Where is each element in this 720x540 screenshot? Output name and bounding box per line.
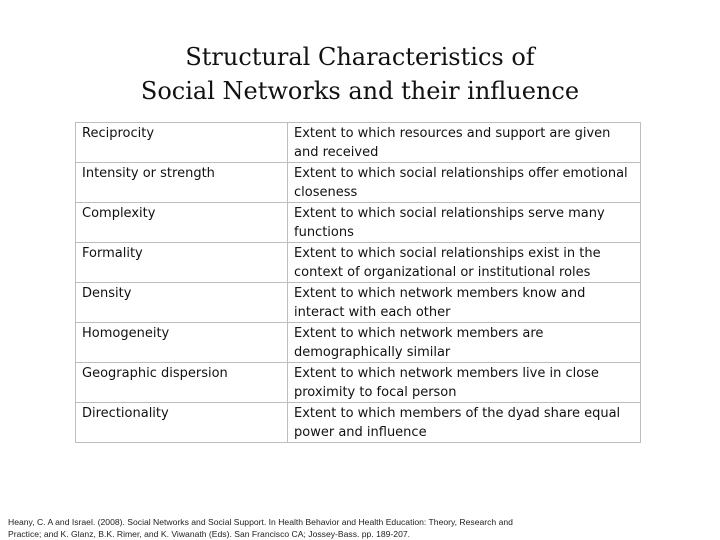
term-cell: Complexity	[76, 203, 288, 243]
definition-cell: Extent to which network members live in close proximity to focal person	[288, 363, 641, 403]
characteristics-table	[75, 122, 641, 443]
definition-cell: Extent to which members of the dyad share equal power and influence	[288, 403, 641, 443]
table-row	[76, 123, 641, 163]
table-row	[76, 163, 641, 203]
slide-title	[0, 40, 720, 108]
definition-cell: Extent to which resources and support are given and received	[288, 123, 641, 163]
title-line-2: Social Networks and their influence	[140, 77, 580, 105]
definition-cell: Extent to which network members are demographically similar	[288, 323, 641, 363]
term-cell: Homogeneity	[76, 323, 288, 363]
table-row	[76, 403, 641, 443]
definition-cell: Extent to which network members know and interact with each other	[288, 283, 641, 323]
term-cell: Directionality	[76, 403, 288, 443]
citation-line-2: Practice; and K. Glanz, B.K. Rimer, and K. Viwanath (Eds). San Francisco CA; Jossey-Bass. pp. 189-207.	[8, 529, 411, 539]
table-row	[76, 323, 641, 363]
term-cell: Intensity or strength	[76, 163, 288, 203]
term-cell: Formality	[76, 243, 288, 283]
table-row	[76, 203, 641, 243]
title-line-1: Structural Characteristics of	[185, 43, 535, 71]
characteristics-table-container	[75, 122, 640, 443]
citation	[8, 516, 568, 540]
table-row	[76, 363, 641, 403]
table-row	[76, 243, 641, 283]
definition-cell: Extent to which social relationships serve many functions	[288, 203, 641, 243]
definition-cell: Extent to which social relationships offer emotional closeness	[288, 163, 641, 203]
term-cell: Geographic dispersion	[76, 363, 288, 403]
citation-line-1: Heany, C. A and Israel. (2008). Social Networks and Social Support. In Health Behavior and Health Education: Theory, Research and	[8, 517, 513, 527]
term-cell: Density	[76, 283, 288, 323]
definition-cell: Extent to which social relationships exist in the context of organizational or institutional roles	[288, 243, 641, 283]
table-row	[76, 283, 641, 323]
term-cell: Reciprocity	[76, 123, 288, 163]
